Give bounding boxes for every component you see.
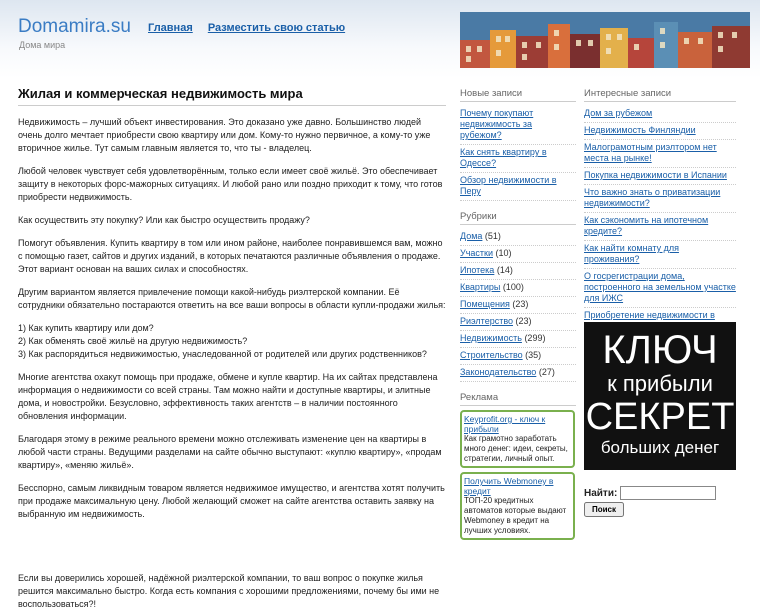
sidebar-right xyxy=(584,88,736,346)
article-list: 1) Как купить квартиру или дом? 2) Как обменять своё жильё на другую недвижимость? 3) Как распорядиться недвижимостью, унаследованной от родителей или других родственников? xyxy=(18,323,427,359)
article-paragraph: Благодаря этому в режиме реального времени можно отслеживать изменение цен на квартиры в любой части страны. Ведущими разделами на сайте обычно выступают: «куплю квартиру», «продам квартиру», «меняю жильё». xyxy=(18,434,442,470)
article-paragraph: Бесспорно, самым ликвидным товаром является недвижимое имущество, и агентства хотят получить при продаже максимальную цену. Любой желающий сможет на сайте агентства оставить заявку на выбранную им недвижимость. xyxy=(18,483,445,519)
ad-link-keyprofit[interactable]: Keyprofit.org - ключ к прибыли xyxy=(464,414,546,434)
banner-line-2: к прибыли xyxy=(607,371,713,396)
sidebar-left xyxy=(460,88,576,544)
article-last-paragraph: Если вы доверились хорошей, надёжной риэлтерской компании, то ваш вопрос о покупке жилья решится максимально быстро. Когда есть компания с хорошими предложениями, почему бы ими не воспользоваться?! xyxy=(18,573,440,609)
banner-line-4: больших денег xyxy=(600,438,720,457)
interesting-post-link[interactable]: Как сэкономить на ипотечном кредите? xyxy=(584,215,709,236)
ad-block-webmoney xyxy=(460,472,575,540)
interesting-posts-title: Интересные записи xyxy=(584,88,736,102)
rubric-count: (299) xyxy=(524,333,546,343)
recent-post-link[interactable]: Обзор недвижимости в Перу xyxy=(460,175,557,196)
interesting-post-link[interactable]: Как найти комнату для проживания? xyxy=(584,243,679,264)
search-form xyxy=(584,486,716,517)
rubric-link[interactable]: Недвижимость xyxy=(460,333,522,343)
rubric-link[interactable]: Ипотека xyxy=(460,265,495,275)
article-paragraph: Любой человек чувствует себя удовлетворённым, только если имеет своё жильё. Это обеспечивает защиту в некоторых форс-мажорных ситуациях. И любой рано или поздно приходит к тому, что готов приобрести недвижимость. xyxy=(18,166,443,202)
recent-posts-title: Новые записи xyxy=(460,88,576,102)
interesting-post-link[interactable]: Дом за рубежом xyxy=(584,108,653,118)
ad-link-webmoney[interactable]: Получить Webmoney в кредит xyxy=(464,476,554,496)
rubric-count: (100) xyxy=(502,282,524,292)
search-input[interactable] xyxy=(620,486,716,500)
rubric-count: (14) xyxy=(496,265,513,275)
recent-posts-list xyxy=(460,106,576,201)
ad-text: Как грамотно заработать много денег: идеи, секреты, стратегии, личный опыт. xyxy=(464,434,568,463)
rubric-count: (27) xyxy=(538,367,555,377)
article-paragraph: Недвижимость – лучший объект инвестирования. Это доказано уже давно. Большинство людей очень долго мечтает приобрести свою квартиру или дом. Кому-то нужно первичное, а кому-то уже вторичное жилье. Тут самым главным является то, что ты - владелец. xyxy=(18,117,431,153)
ads-title: Реклама xyxy=(460,392,576,406)
article-paragraph: Помогут объявления. Купить квартиру в том или ином районе, наиболее понравившемся вам, можно с помощью газет, сайтов и других изданий, в которых печатаются различные объявления о продаже. Этот вариант основан на ваших силах и способностях. xyxy=(18,238,443,274)
rubric-count: (35) xyxy=(525,350,542,360)
site-subtitle: Дома мира xyxy=(19,40,66,50)
article-title: Жилая и коммерческая недвижимость мира xyxy=(18,86,446,106)
interesting-post-link[interactable]: Малограмотным риэлтором нет места на рынке! xyxy=(584,142,717,163)
rubric-count: (10) xyxy=(495,248,512,258)
rubric-link[interactable]: Риэлтерство xyxy=(460,316,514,326)
nav-post-article-link[interactable]: Разместить свою статью xyxy=(207,22,346,34)
article-paragraph: Многие агентства охакут помощь при продаже, обмене и купле квартир. На их сайтах представлена информация о недвижимости со всей страны. Там можно найти и доступные квартиры, и элитные дома, и новостройки. Безусловно, эффективность таких агентств – в наличии постоянного обновления информации. xyxy=(18,372,438,421)
rubric-count: (23) xyxy=(512,299,529,309)
rubric-link[interactable]: Помещения xyxy=(460,299,510,309)
search-button[interactable]: Поиск xyxy=(584,502,624,517)
banner-line-3: СЕКРЕТ xyxy=(585,396,735,438)
recent-post-link[interactable]: Как снять квартиру в Одессе? xyxy=(460,147,547,168)
article-paragraph: Как осуществить эту покупку? Или как быстро осуществить продажу? xyxy=(18,215,310,225)
rubric-link[interactable]: Участки xyxy=(460,248,493,258)
site-logo[interactable]: Domamira.su xyxy=(18,16,131,37)
city-houses-illustration xyxy=(460,12,750,68)
rubric-count: (23) xyxy=(515,316,532,326)
ad-block-keyprofit xyxy=(460,410,575,468)
key-to-profit-banner[interactable] xyxy=(584,322,736,470)
interesting-post-link[interactable]: Приобретение недвижимости в xyxy=(584,310,715,320)
main-nav xyxy=(148,22,357,34)
search-label: Найти: xyxy=(584,488,618,499)
rubric-link[interactable]: Строительство xyxy=(460,350,523,360)
article xyxy=(18,86,446,531)
rubric-link[interactable]: Дома xyxy=(460,231,483,241)
rubric-count: (51) xyxy=(484,231,501,241)
rubric-link[interactable]: Законодательство xyxy=(460,367,537,377)
interesting-post-link[interactable]: Покупка недвижимости в Испании xyxy=(584,170,727,180)
header-banner-image xyxy=(460,12,750,68)
rubrics-list xyxy=(460,229,576,382)
rubric-link[interactable]: Квартиры xyxy=(460,282,501,292)
nav-home-link[interactable]: Главная xyxy=(148,22,193,34)
header xyxy=(0,0,760,78)
interesting-post-link[interactable]: Недвижимость Финляндии xyxy=(584,125,696,135)
interesting-post-link[interactable]: О госрегистрации дома, построенного на земельном участке для ИЖС xyxy=(584,271,736,303)
recent-post-link[interactable]: Почему покупают недвижимость за рубежом? xyxy=(460,108,534,140)
interesting-post-link[interactable]: Что важно знать о приватизации недвижимости? xyxy=(584,187,721,208)
interesting-posts-list xyxy=(584,106,736,336)
article-paragraph: Другим вариантом является привлечение помощи какой-нибудь риэлтерской компании. Её сотрудники обязательно постараются ответить на все ваши вопросы в области купли-продажи жилья: xyxy=(18,287,446,310)
ad-text: ТОП-20 кредитных автоматов которые выдают Webmoney в кредит на лучших условиях. xyxy=(464,496,567,535)
rubrics-title: Рубрики xyxy=(460,211,576,225)
banner-line-1: КЛЮЧ xyxy=(602,328,718,372)
